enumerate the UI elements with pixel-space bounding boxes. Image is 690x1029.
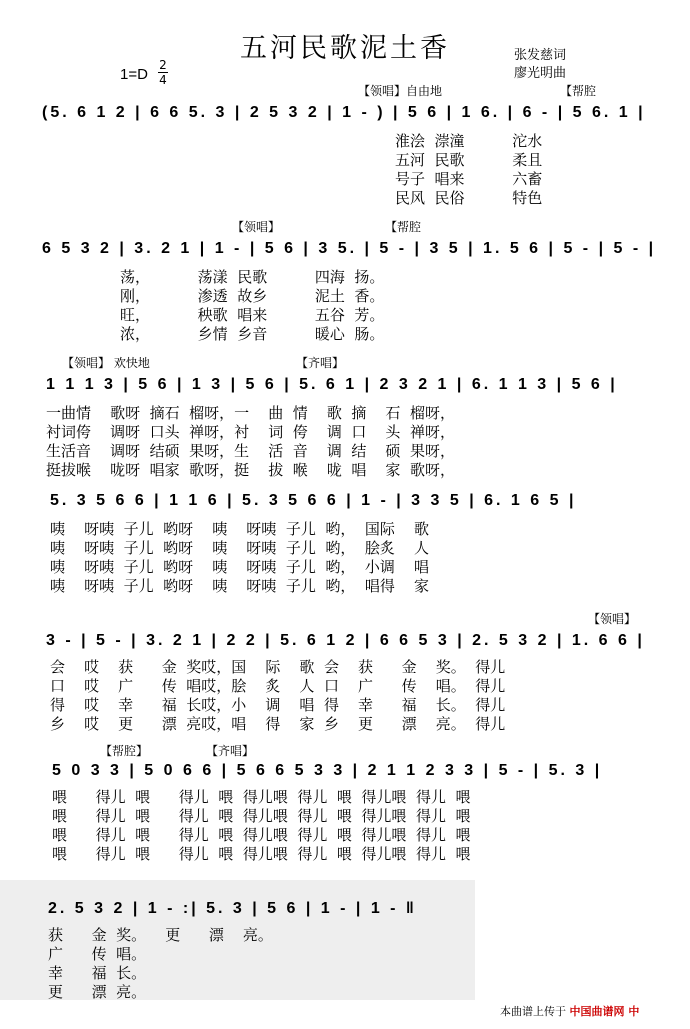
time-signature-bottom: 4 — [159, 73, 167, 87]
lyric-verse-1: 荡， 荡漾 民歌 四海 扬。 — [120, 268, 385, 286]
part-label: 【领唱】 — [232, 220, 281, 234]
lyric-verse-1: 获 金 奖。 更 漂 亮。 — [48, 926, 273, 944]
notation-line: 5. 3 5 6 6 | 1 1 6 | 5. 3 5 6 6 | 1 - | 3 3 5 | 6. 1 6 5 | — [50, 492, 577, 509]
lyricist-credit: 张发慈词 — [514, 48, 567, 63]
part-label: 【帮腔 — [560, 84, 597, 98]
part-label: 【领唱】 — [588, 612, 637, 626]
lyric-verse-3: 咦 呀咦 子儿 哟呀 咦 呀咦 子儿 哟， 小调 唱 — [50, 558, 429, 576]
lyric-verse-4: 咦 呀咦 子儿 哟呀 咦 呀咦 子儿 哟， 唱得 家 — [50, 577, 429, 595]
notation-line: 3 - | 5 - | 3. 2 1 | 2 2 | 5. 6 1 2 | 6 6 5 3 | 2. 5 3 2 | 1. 6 6 | — [46, 632, 645, 649]
part-label: 【帮腔 — [385, 220, 422, 234]
lyric-verse-1: 会 哎 获 金 奖哎，国 际 歌 会 获 金 奖。 得儿 — [50, 658, 506, 676]
lyric-verse-2: 衬词侉 调呀 口头 禅呀，衬 词 侉 调 口 头 禅呀， — [46, 423, 455, 441]
part-label: 【领唱】自由地 — [358, 84, 443, 98]
notation-line: 1 1 1 3 | 5 6 | 1 3 | 5 6 | 5. 6 1 | 2 3 2 1 | 6. 1 1 3 | 5 6 | — [46, 376, 618, 393]
part-label: 【齐唱】 — [296, 356, 345, 370]
notation-line: 5 0 3 3 | 5 0 6 6 | 5 6 6 5 3 3 | 2 1 1 2 3 3 | 5 - | 5. 3 | — [52, 762, 603, 779]
lyric-verse-1: 喂 得儿 喂 得儿 喂 得儿喂 得儿 喂 得儿喂 得儿 喂 — [52, 788, 471, 806]
lyric-verse-3: 幸 福 长。 — [48, 964, 147, 982]
key-signature: 1=D — [120, 66, 148, 83]
footer-text: 本曲谱上传于 — [500, 1005, 566, 1018]
lyric-verse-3: 生活音 调呀 结硕 果呀，生 活 音 调 结 硕 果呀， — [46, 442, 455, 460]
lyric-verse-3: 喂 得儿 喂 得儿 喂 得儿喂 得儿 喂 得儿喂 得儿 喂 — [52, 826, 471, 844]
lyric-verse-2: 五河 民歌 柔且 — [395, 151, 543, 169]
lyric-verse-2: 广 传 唱。 — [48, 945, 147, 963]
lyric-verse-4: 乡 哎 更 漂 亮哎，唱 得 家 乡 更 漂 亮。 得儿 — [50, 715, 506, 733]
part-label: 【帮腔】 — [100, 744, 149, 758]
lyric-verse-1: 咦 呀咦 子儿 哟呀 咦 呀咦 子儿 哟， 国际 歌 — [50, 520, 429, 538]
lyric-verse-3: 旺， 秧歌 唱来 五谷 芳。 — [120, 306, 385, 324]
lyric-verse-2: 咦 呀咦 子儿 哟呀 咦 呀咦 子儿 哟， 脍炙 人 — [50, 539, 429, 557]
lyric-verse-4: 更 漂 亮。 — [48, 983, 147, 1001]
lyric-verse-2: 喂 得儿 喂 得儿 喂 得儿喂 得儿 喂 得儿喂 得儿 喂 — [52, 807, 471, 825]
lyric-verse-1: 一曲情 歌呀 摘石 榴呀，一 曲 情 歌 摘 石 榴呀， — [46, 404, 455, 422]
lyric-verse-4: 喂 得儿 喂 得儿 喂 得儿喂 得儿 喂 得儿喂 得儿 喂 — [52, 845, 471, 863]
notation-line: 6 5 3 2 | 3. 2 1 | 1 - | 5 6 | 3 5. | 5 - | 3 5 | 1. 5 6 | 5 - | 5 - | — [42, 240, 657, 257]
lyric-verse-4: 挺拔喉 咙呀 唱家 歌呀，挺 拔 喉 咙 唱 家 歌呀， — [46, 461, 455, 479]
lyric-verse-2: 口 哎 广 传 唱哎，脍 炙 人 口 广 传 唱。 得儿 — [50, 677, 506, 695]
part-label: 【领唱】 欢快地 — [62, 356, 150, 370]
lyric-verse-1: 淮浍 漴潼 沱水 — [395, 132, 543, 150]
lyric-verse-4: 民风 民俗 特色 — [395, 189, 543, 207]
notation-line: (5. 6 1 2 | 6 6 5. 3 | 2 5 3 2 | 1 - ) | 5 6 | 1 6. | 6 - | 5 6. 1 | — [42, 104, 646, 121]
time-signature — [158, 58, 168, 87]
lyric-verse-4: 浓， 乡情 乡音 暖心 肠。 — [120, 325, 385, 343]
song-title: 五河民歌泥土香 — [240, 33, 450, 64]
time-signature-top: 2 — [159, 58, 167, 72]
lyric-verse-2: 刚， 渗透 故乡 泥土 香。 — [120, 287, 385, 305]
lyric-verse-3: 得 哎 幸 福 长哎，小 调 唱 得 幸 福 长。 得儿 — [50, 696, 506, 714]
part-label: 【齐唱】 — [206, 744, 255, 758]
site-logo[interactable]: 中国曲谱网 中 — [569, 1005, 640, 1018]
notation-line: 2. 5 3 2 | 1 - :| 5. 3 | 5 6 | 1 - | 1 - ‖ — [48, 900, 417, 917]
composer-credit: 廖光明曲 — [514, 66, 567, 81]
upload-footer — [500, 1003, 639, 1019]
lyric-verse-3: 号子 唱来 六畜 — [395, 170, 543, 188]
